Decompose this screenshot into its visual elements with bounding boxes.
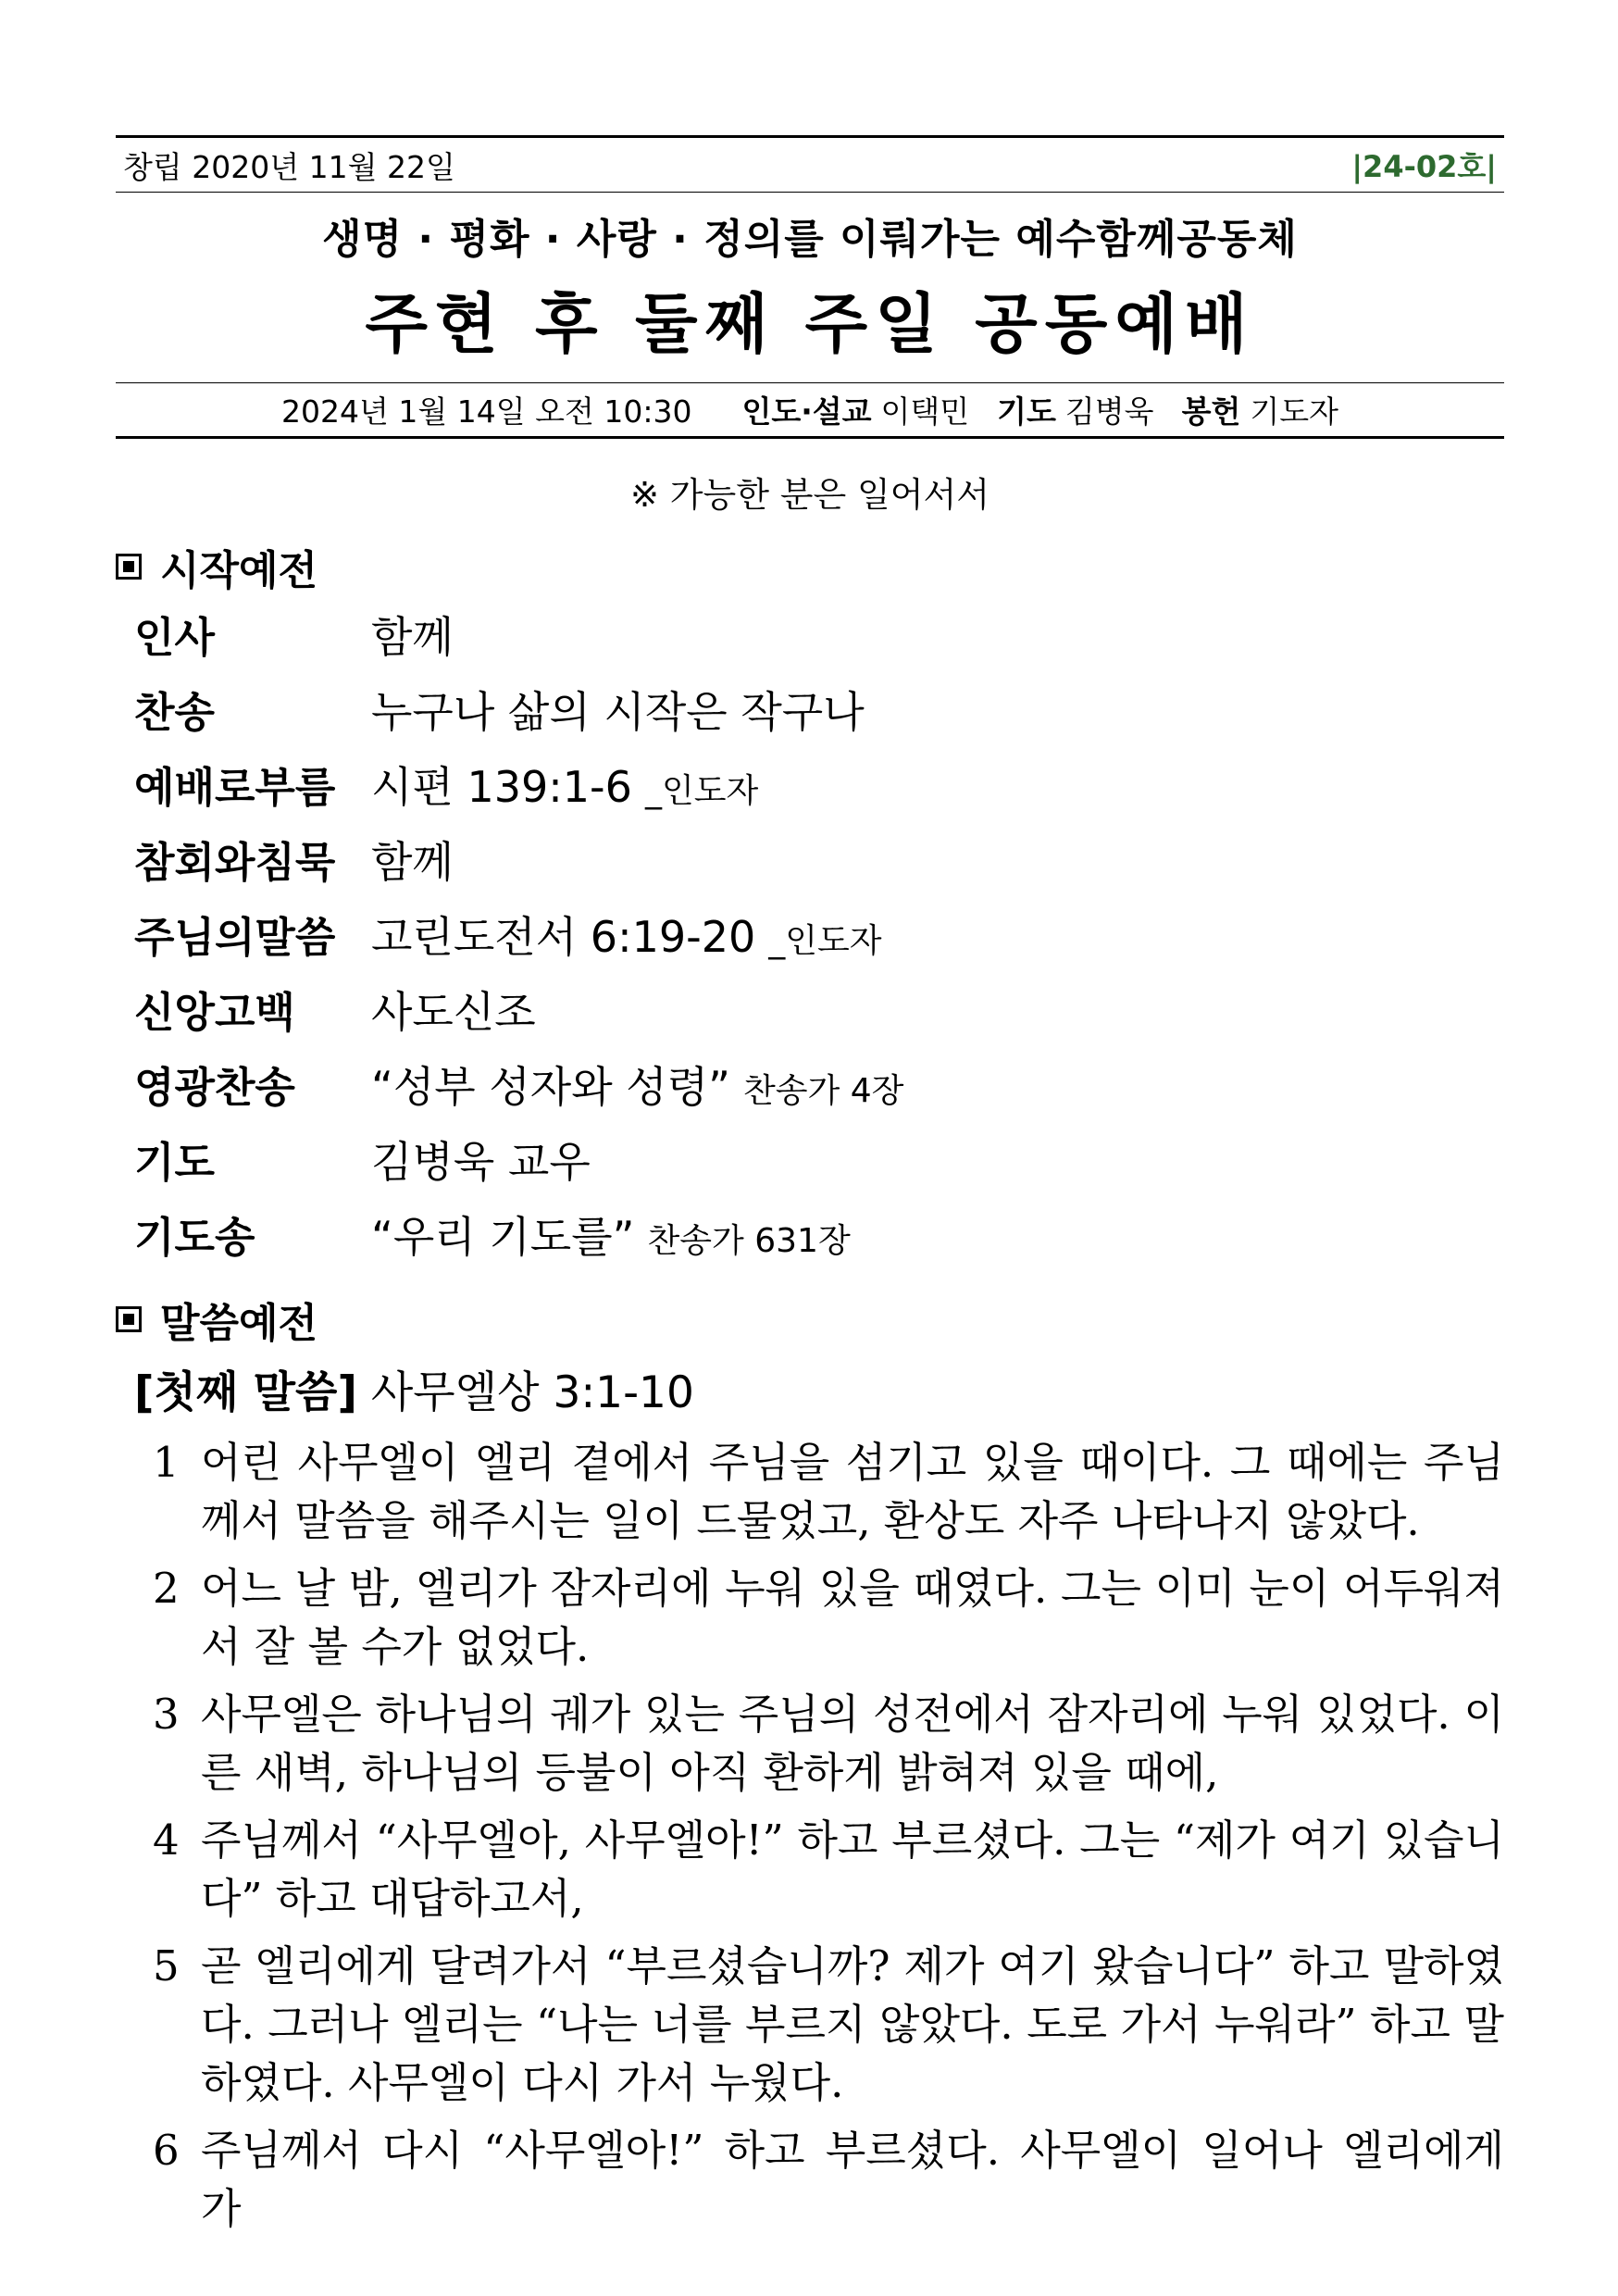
order-content: 함께 xyxy=(371,612,454,662)
section-heading-opening xyxy=(116,537,1504,596)
order-label: 참회와침묵 xyxy=(134,838,336,887)
verse-number: 4 xyxy=(153,1816,180,1865)
order-content: 함께 xyxy=(371,837,454,887)
verse-number: 1 xyxy=(153,1438,180,1487)
verse-number: 5 xyxy=(153,1941,180,1990)
verse xyxy=(134,1937,1504,2112)
section-title: 말씀예전 xyxy=(160,1300,318,1347)
section-title: 시작예전 xyxy=(160,547,318,594)
offering-label: 봉헌 xyxy=(1181,393,1241,430)
verse-text: 주님께서 다시 “사무엘아!” 하고 부르셨다. 사무엘이 일어나 엘리에게 가 xyxy=(201,2126,1504,2233)
order-label: 신앙고백 xyxy=(134,988,295,1037)
order-note: _인도자 xyxy=(644,772,759,810)
prayer-name: 김병욱 xyxy=(1064,393,1154,430)
verse xyxy=(134,1433,1504,1550)
reading-label: [첫째 말씀] xyxy=(134,1367,357,1418)
order-of-worship xyxy=(116,604,1504,1279)
verse-text: 곧 엘리에게 달려가서 “부르셨습니까? 제가 여기 왔습니다” 하고 말하였다. 그러나 엘리는 “나는 너를 부르지 않았다. 도로 가서 누워라” 하고 말하였다. 사무엘이 다시 가서 누웠다. xyxy=(201,1941,1504,2107)
order-row xyxy=(134,904,1504,979)
order-content: 시편 139:1-6 xyxy=(371,762,632,812)
order-note: 찬송가 4장 xyxy=(742,1072,904,1110)
verse xyxy=(134,2121,1504,2238)
bulletin-page xyxy=(116,135,1504,2247)
order-row xyxy=(134,979,1504,1054)
founded-rule xyxy=(116,192,1504,193)
verse-text: 어린 사무엘이 엘리 곁에서 주님을 섬기고 있을 때이다. 그 때에는 주님께서 말씀을 해주시는 일이 드물었고, 환상도 자주 나타나지 않았다. xyxy=(201,1438,1504,1545)
prayer-label: 기도 xyxy=(997,393,1056,430)
order-row xyxy=(134,1054,1504,1129)
section-heading-word xyxy=(116,1290,1504,1349)
square-bullet-icon xyxy=(116,554,142,580)
founded-date: 창립 2020년 11월 22일 xyxy=(123,148,455,185)
verse xyxy=(134,1811,1504,1928)
issue-number: |24-02호| xyxy=(1351,149,1497,184)
verse-text: 어느 날 밤, 엘리가 잠자리에 누워 있을 때였다. 그는 이미 눈이 어두워져서 잘 볼 수가 없었다. xyxy=(201,1564,1504,1671)
verse-number: 2 xyxy=(153,1564,180,1613)
order-content: “성부 성자와 성령” xyxy=(371,1062,730,1112)
order-row xyxy=(134,754,1504,829)
order-row xyxy=(134,1129,1504,1204)
order-note: 찬송가 631장 xyxy=(647,1222,851,1260)
meta-bottom-rule xyxy=(116,436,1504,439)
leader-label: 인도·설교 xyxy=(741,393,872,430)
service-info xyxy=(116,383,1504,436)
verse xyxy=(134,1685,1504,1802)
reading-reference: 사무엘상 3:1-10 xyxy=(370,1367,694,1418)
service-datetime: 2024년 1월 14일 오전 10:30 xyxy=(281,393,692,430)
scripture-text xyxy=(116,1433,1504,2238)
order-row xyxy=(134,829,1504,904)
verse-text: 사무엘은 하나님의 궤가 있는 주님의 성전에서 잠자리에 누워 있었다. 이른 새벽, 하나님의 등불이 아직 환하게 밝혀져 있을 때에, xyxy=(201,1690,1504,1797)
founded-row xyxy=(116,138,1504,192)
order-row xyxy=(134,604,1504,679)
order-content: 고린도전서 6:19-20 xyxy=(371,912,756,962)
leader-name: 이택민 xyxy=(880,393,970,430)
motto: 생명 · 평화 · 사랑 · 정의를 이뤄가는 예수함께공동체 xyxy=(322,216,1298,263)
standing-note: ※ 가능한 분은 일어서서 xyxy=(630,475,989,515)
verse xyxy=(134,1559,1504,1676)
verse-number: 6 xyxy=(153,2126,180,2175)
order-label: 찬송 xyxy=(134,688,215,737)
order-label: 기도송 xyxy=(134,1213,255,1262)
order-label: 인사 xyxy=(134,613,215,662)
order-row xyxy=(134,679,1504,754)
order-content: “우리 기도를” xyxy=(371,1212,635,1262)
order-label: 기도 xyxy=(134,1138,215,1187)
order-label: 예배로부름 xyxy=(134,763,336,812)
order-note: _인도자 xyxy=(768,922,882,960)
verse-number: 3 xyxy=(153,1690,180,1739)
reading-heading xyxy=(134,1358,1504,1420)
order-content: 사도신조 xyxy=(371,987,536,1037)
order-label: 영광찬송 xyxy=(134,1063,295,1112)
offering-name: 기도자 xyxy=(1250,393,1338,430)
page-title: 주현 후 둘째 주일 공동예배 xyxy=(365,286,1255,362)
order-content: 김병욱 교우 xyxy=(371,1137,591,1187)
verse-text: 주님께서 “사무엘아, 사무엘아!” 하고 부르셨다. 그는 “제가 여기 있습니다” 하고 대답하고서, xyxy=(201,1816,1504,1923)
order-content: 누구나 삶의 시작은 작구나 xyxy=(371,687,865,737)
order-row xyxy=(134,1204,1504,1279)
order-label: 주님의말씀 xyxy=(134,913,336,962)
square-bullet-icon xyxy=(116,1306,142,1332)
